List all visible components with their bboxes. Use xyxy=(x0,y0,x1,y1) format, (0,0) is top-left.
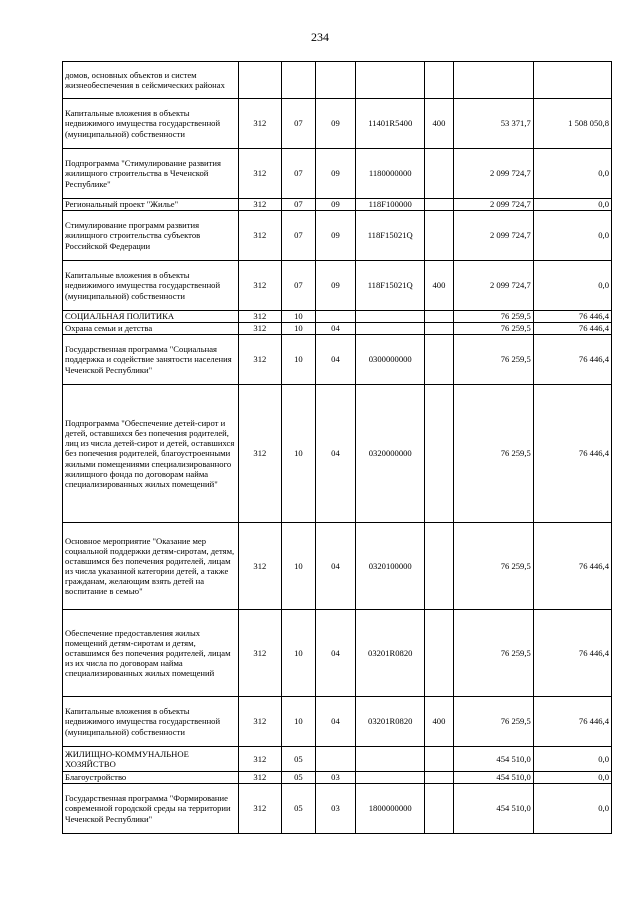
cell-target-article xyxy=(356,311,425,323)
cell-sum-1: 76 259,5 xyxy=(453,385,533,523)
cell-subsection: 04 xyxy=(315,523,356,610)
cell-subsection: 09 xyxy=(315,149,356,199)
cell-sum-2: 0,0 xyxy=(533,784,611,834)
cell-sum-1: 76 259,5 xyxy=(453,523,533,610)
cell-sum-2 xyxy=(533,62,611,99)
cell-target-article: 118F100000 xyxy=(356,199,425,211)
cell-target-article: 03201R0820 xyxy=(356,610,425,697)
table-row xyxy=(63,211,612,261)
cell-admin: 312 xyxy=(238,311,282,323)
table-row xyxy=(63,523,612,610)
cell-name: Подпрограмма "Стимулирование развития жилищного строительства в Чеченской Республике" xyxy=(63,149,239,199)
cell-expense-type xyxy=(425,747,453,772)
cell-subsection: 04 xyxy=(315,323,356,335)
cell-sum-2: 76 446,4 xyxy=(533,610,611,697)
cell-subsection: 09 xyxy=(315,211,356,261)
cell-subsection: 04 xyxy=(315,610,356,697)
cell-admin: 312 xyxy=(238,211,282,261)
cell-sum-1: 2 099 724,7 xyxy=(453,149,533,199)
cell-expense-type xyxy=(425,772,453,784)
cell-section: 10 xyxy=(282,323,315,335)
cell-subsection xyxy=(315,311,356,323)
cell-name: СОЦИАЛЬНАЯ ПОЛИТИКА xyxy=(63,311,239,323)
cell-name: Государственная программа "Формирование современной городской среды на территории Чеченской Республики" xyxy=(63,784,239,834)
cell-name: Капитальные вложения в объекты недвижимого имущества государственной (муниципальной) собственности xyxy=(63,261,239,311)
cell-subsection: 04 xyxy=(315,335,356,385)
cell-target-article: 118F15021Q xyxy=(356,261,425,311)
cell-section: 10 xyxy=(282,311,315,323)
table-row xyxy=(63,610,612,697)
cell-expense-type: 400 xyxy=(425,697,453,747)
cell-sum-1: 454 510,0 xyxy=(453,772,533,784)
cell-target-article xyxy=(356,323,425,335)
cell-admin: 312 xyxy=(238,199,282,211)
cell-section: 10 xyxy=(282,523,315,610)
page-number: 234 xyxy=(311,30,329,44)
table-row xyxy=(63,311,612,323)
cell-admin: 312 xyxy=(238,697,282,747)
cell-expense-type xyxy=(425,311,453,323)
cell-name: Охрана семьи и детства xyxy=(63,323,239,335)
cell-section: 07 xyxy=(282,261,315,311)
cell-sum-2: 76 446,4 xyxy=(533,323,611,335)
table-row xyxy=(63,261,612,311)
cell-sum-2: 0,0 xyxy=(533,772,611,784)
cell-expense-type xyxy=(425,610,453,697)
table-row xyxy=(63,199,612,211)
cell-name: Основное мероприятие "Оказание мер социальной поддержки детям-сиротам, детям, оставшимся без попечения родителей, лицам из числа указанной категории детей, а также гражданам, желающим взять детей на воспитание в семью" xyxy=(63,523,239,610)
cell-subsection xyxy=(315,747,356,772)
cell-expense-type xyxy=(425,385,453,523)
cell-section: 10 xyxy=(282,385,315,523)
cell-expense-type xyxy=(425,211,453,261)
cell-name: Подпрограмма "Обеспечение детей-сирот и детей, оставшихся без попечения родителей, лиц из числа детей-сирот и детей, оставшихся без попечения родителей, благоустроенными жилыми помещениями специализированного жилищного фонда по договорам найма специализированных жилых помещений" xyxy=(63,385,239,523)
cell-sum-1: 76 259,5 xyxy=(453,311,533,323)
cell-sum-1: 76 259,5 xyxy=(453,335,533,385)
cell-sum-2: 1 508 050,8 xyxy=(533,99,611,149)
cell-target-article: 118F15021Q xyxy=(356,211,425,261)
cell-sum-1: 76 259,5 xyxy=(453,697,533,747)
budget-table xyxy=(62,61,612,834)
cell-admin xyxy=(238,62,282,99)
cell-sum-2: 0,0 xyxy=(533,211,611,261)
cell-sum-1 xyxy=(453,62,533,99)
table-row xyxy=(63,784,612,834)
cell-name: Благоустройство xyxy=(63,772,239,784)
cell-expense-type: 400 xyxy=(425,261,453,311)
cell-subsection: 03 xyxy=(315,784,356,834)
cell-admin: 312 xyxy=(238,385,282,523)
cell-admin: 312 xyxy=(238,335,282,385)
cell-section: 07 xyxy=(282,149,315,199)
cell-sum-2: 0,0 xyxy=(533,261,611,311)
cell-expense-type xyxy=(425,323,453,335)
cell-subsection: 04 xyxy=(315,385,356,523)
cell-sum-1: 76 259,5 xyxy=(453,323,533,335)
cell-target-article: 0320100000 xyxy=(356,523,425,610)
cell-name: ЖИЛИЩНО-КОММУНАЛЬНОЕ ХОЗЯЙСТВО xyxy=(63,747,239,772)
cell-sum-2: 76 446,4 xyxy=(533,335,611,385)
cell-subsection: 09 xyxy=(315,199,356,211)
cell-subsection: 04 xyxy=(315,697,356,747)
cell-name: Стимулирование программ развития жилищного строительства субъектов Российской Федерации xyxy=(63,211,239,261)
cell-subsection xyxy=(315,62,356,99)
table-row xyxy=(63,772,612,784)
cell-admin: 312 xyxy=(238,261,282,311)
cell-subsection: 09 xyxy=(315,261,356,311)
table-row xyxy=(63,323,612,335)
cell-expense-type xyxy=(425,199,453,211)
budget-table-body xyxy=(63,62,612,834)
cell-sum-2: 76 446,4 xyxy=(533,697,611,747)
cell-name: Обеспечение предоставления жилых помещений детям-сиротам и детям, оставшимся без попечения родителей, лицам из их числа по договорам найма специализированных жилых помещений xyxy=(63,610,239,697)
cell-name: домов, основных объектов и систем жизнеобеспечения в сейсмических районах xyxy=(63,62,239,99)
cell-expense-type xyxy=(425,335,453,385)
cell-sum-1: 454 510,0 xyxy=(453,784,533,834)
table-row xyxy=(63,697,612,747)
cell-section: 07 xyxy=(282,99,315,149)
cell-target-article xyxy=(356,62,425,99)
cell-admin: 312 xyxy=(238,523,282,610)
cell-target-article: 1800000000 xyxy=(356,784,425,834)
cell-expense-type xyxy=(425,149,453,199)
cell-target-article: 0320000000 xyxy=(356,385,425,523)
cell-admin: 312 xyxy=(238,772,282,784)
cell-target-article xyxy=(356,747,425,772)
cell-sum-1: 2 099 724,7 xyxy=(453,261,533,311)
cell-target-article: 0300000000 xyxy=(356,335,425,385)
cell-sum-2: 0,0 xyxy=(533,747,611,772)
cell-section: 10 xyxy=(282,697,315,747)
cell-sum-2: 76 446,4 xyxy=(533,311,611,323)
cell-sum-2: 76 446,4 xyxy=(533,523,611,610)
cell-sum-1: 53 371,7 xyxy=(453,99,533,149)
cell-sum-1: 76 259,5 xyxy=(453,610,533,697)
cell-expense-type xyxy=(425,62,453,99)
cell-section: 05 xyxy=(282,747,315,772)
cell-sum-1: 2 099 724,7 xyxy=(453,211,533,261)
cell-subsection: 09 xyxy=(315,99,356,149)
cell-name: Региональный проект "Жилье" xyxy=(63,199,239,211)
cell-expense-type xyxy=(425,523,453,610)
table-row xyxy=(63,385,612,523)
cell-expense-type xyxy=(425,784,453,834)
cell-name: Капитальные вложения в объекты недвижимого имущества государственной (муниципальной) собственности xyxy=(63,697,239,747)
cell-admin: 312 xyxy=(238,784,282,834)
table-row xyxy=(63,747,612,772)
cell-sum-1: 454 510,0 xyxy=(453,747,533,772)
cell-sum-2: 76 446,4 xyxy=(533,385,611,523)
cell-admin: 312 xyxy=(238,149,282,199)
cell-expense-type: 400 xyxy=(425,99,453,149)
cell-admin: 312 xyxy=(238,323,282,335)
cell-target-article: 1180000000 xyxy=(356,149,425,199)
cell-sum-2: 0,0 xyxy=(533,149,611,199)
cell-section: 05 xyxy=(282,772,315,784)
cell-section: 07 xyxy=(282,211,315,261)
cell-target-article xyxy=(356,772,425,784)
table-row xyxy=(63,335,612,385)
cell-admin: 312 xyxy=(238,747,282,772)
table-row xyxy=(63,149,612,199)
table-row xyxy=(63,62,612,99)
cell-admin: 312 xyxy=(238,610,282,697)
cell-target-article: 11401R5400 xyxy=(356,99,425,149)
cell-section: 07 xyxy=(282,199,315,211)
cell-sum-2: 0,0 xyxy=(533,199,611,211)
cell-subsection: 03 xyxy=(315,772,356,784)
cell-section: 05 xyxy=(282,784,315,834)
cell-target-article: 03201R0820 xyxy=(356,697,425,747)
cell-section: 10 xyxy=(282,610,315,697)
cell-name: Государственная программа "Социальная поддержка и содействие занятости населения Чеченской Республики" xyxy=(63,335,239,385)
cell-section: 10 xyxy=(282,335,315,385)
cell-section xyxy=(282,62,315,99)
cell-name: Капитальные вложения в объекты недвижимого имущества государственной (муниципальной) собственности xyxy=(63,99,239,149)
cell-sum-1: 2 099 724,7 xyxy=(453,199,533,211)
table-row xyxy=(63,99,612,149)
cell-admin: 312 xyxy=(238,99,282,149)
